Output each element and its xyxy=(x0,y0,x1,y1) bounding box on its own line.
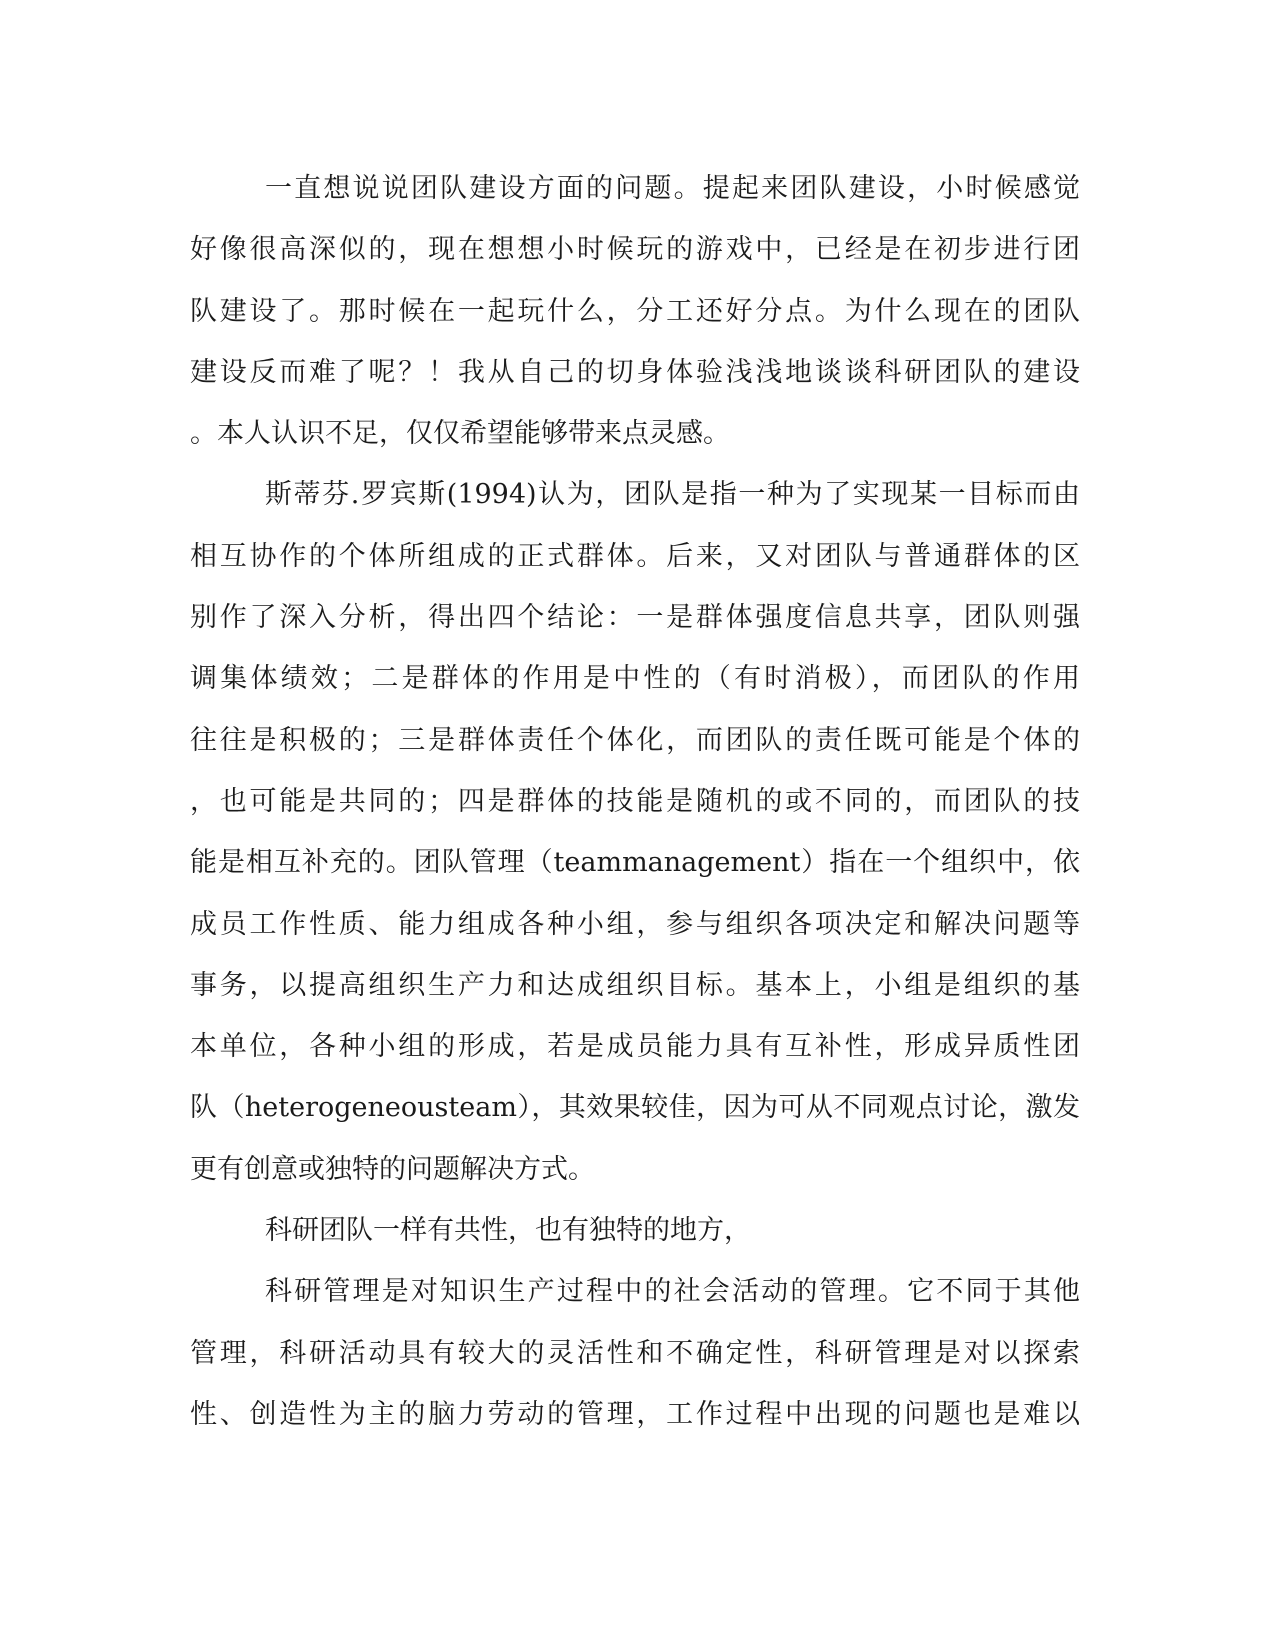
paragraph-2-line-11: 队（heterogeneousteam），其效果较佳，因为可从不同观点讨论，激发 xyxy=(190,1092,1080,1124)
paragraph-4-line-1: 科研管理是对知识生产过程中的社会活动的管理。它不同于其他 xyxy=(265,1276,1080,1308)
document-body xyxy=(190,158,1080,1445)
paragraph-2-line-2: 相互协作的个体所组成的正式群体。后来，又对团队与普通群体的区 xyxy=(190,540,1080,572)
paragraph-2-line-9: 事务，以提高组织生产力和达成组织目标。基本上，小组是组织的基 xyxy=(190,969,1080,1001)
paragraph-1-line-2: 好像很高深似的，现在想想小时候玩的游戏中，已经是在初步进行团 xyxy=(190,234,1080,266)
paragraph-1-line-5: 。本人认识不足，仅仅希望能够带来点灵感。 xyxy=(190,418,730,450)
paragraph-1-line-3: 队建设了。那时候在一起玩什么，分工还好分点。为什么现在的团队 xyxy=(190,295,1080,327)
paragraph-1-line-1: 一直想说说团队建设方面的问题。提起来团队建设，小时候感觉 xyxy=(265,173,1080,204)
paragraph-3-line-1: 科研团队一样有共性，也有独特的地方， xyxy=(265,1215,751,1247)
paragraph-2-line-3: 别作了深入分析，得出四个结论：一是群体强度信息共享，团队则强 xyxy=(190,602,1080,634)
paragraph-2-line-4: 调集体绩效；二是群体的作用是中性的（有时消极），而团队的作用 xyxy=(190,663,1080,695)
paragraph-2-line-6: ，也可能是共同的；四是群体的技能是随机的或不同的，而团队的技 xyxy=(190,785,1080,817)
paragraph-2-line-10: 本单位，各种小组的形成，若是成员能力具有互补性，形成异质性团 xyxy=(190,1031,1080,1063)
paragraph-4-line-3: 性、创造性为主的脑力劳动的管理，工作过程中出现的问题也是难以 xyxy=(190,1398,1080,1430)
paragraph-2-line-1: 斯蒂芬.罗宾斯(1994)认为，团队是指一种为了实现某一目标而由 xyxy=(265,479,1080,511)
paragraph-4-line-2: 管理，科研活动具有较大的灵活性和不确定性，科研管理是对以探索 xyxy=(190,1337,1080,1369)
paragraph-2-line-8: 成员工作性质、能力组成各种小组，参与组织各项决定和解决问题等 xyxy=(190,908,1080,940)
paragraph-2-line-7: 能是相互补充的。团队管理（teammanagement）指在一个组织中，依 xyxy=(190,847,1080,879)
paragraph-2-line-5: 往往是积极的；三是群体责任个体化，而团队的责任既可能是个体的 xyxy=(190,724,1080,756)
paragraph-1-line-4: 建设反而难了呢？！我从自己的切身体验浅浅地谈谈科研团队的建设 xyxy=(190,356,1080,388)
paragraph-2-line-12: 更有创意或独特的问题解决方式。 xyxy=(190,1153,595,1185)
